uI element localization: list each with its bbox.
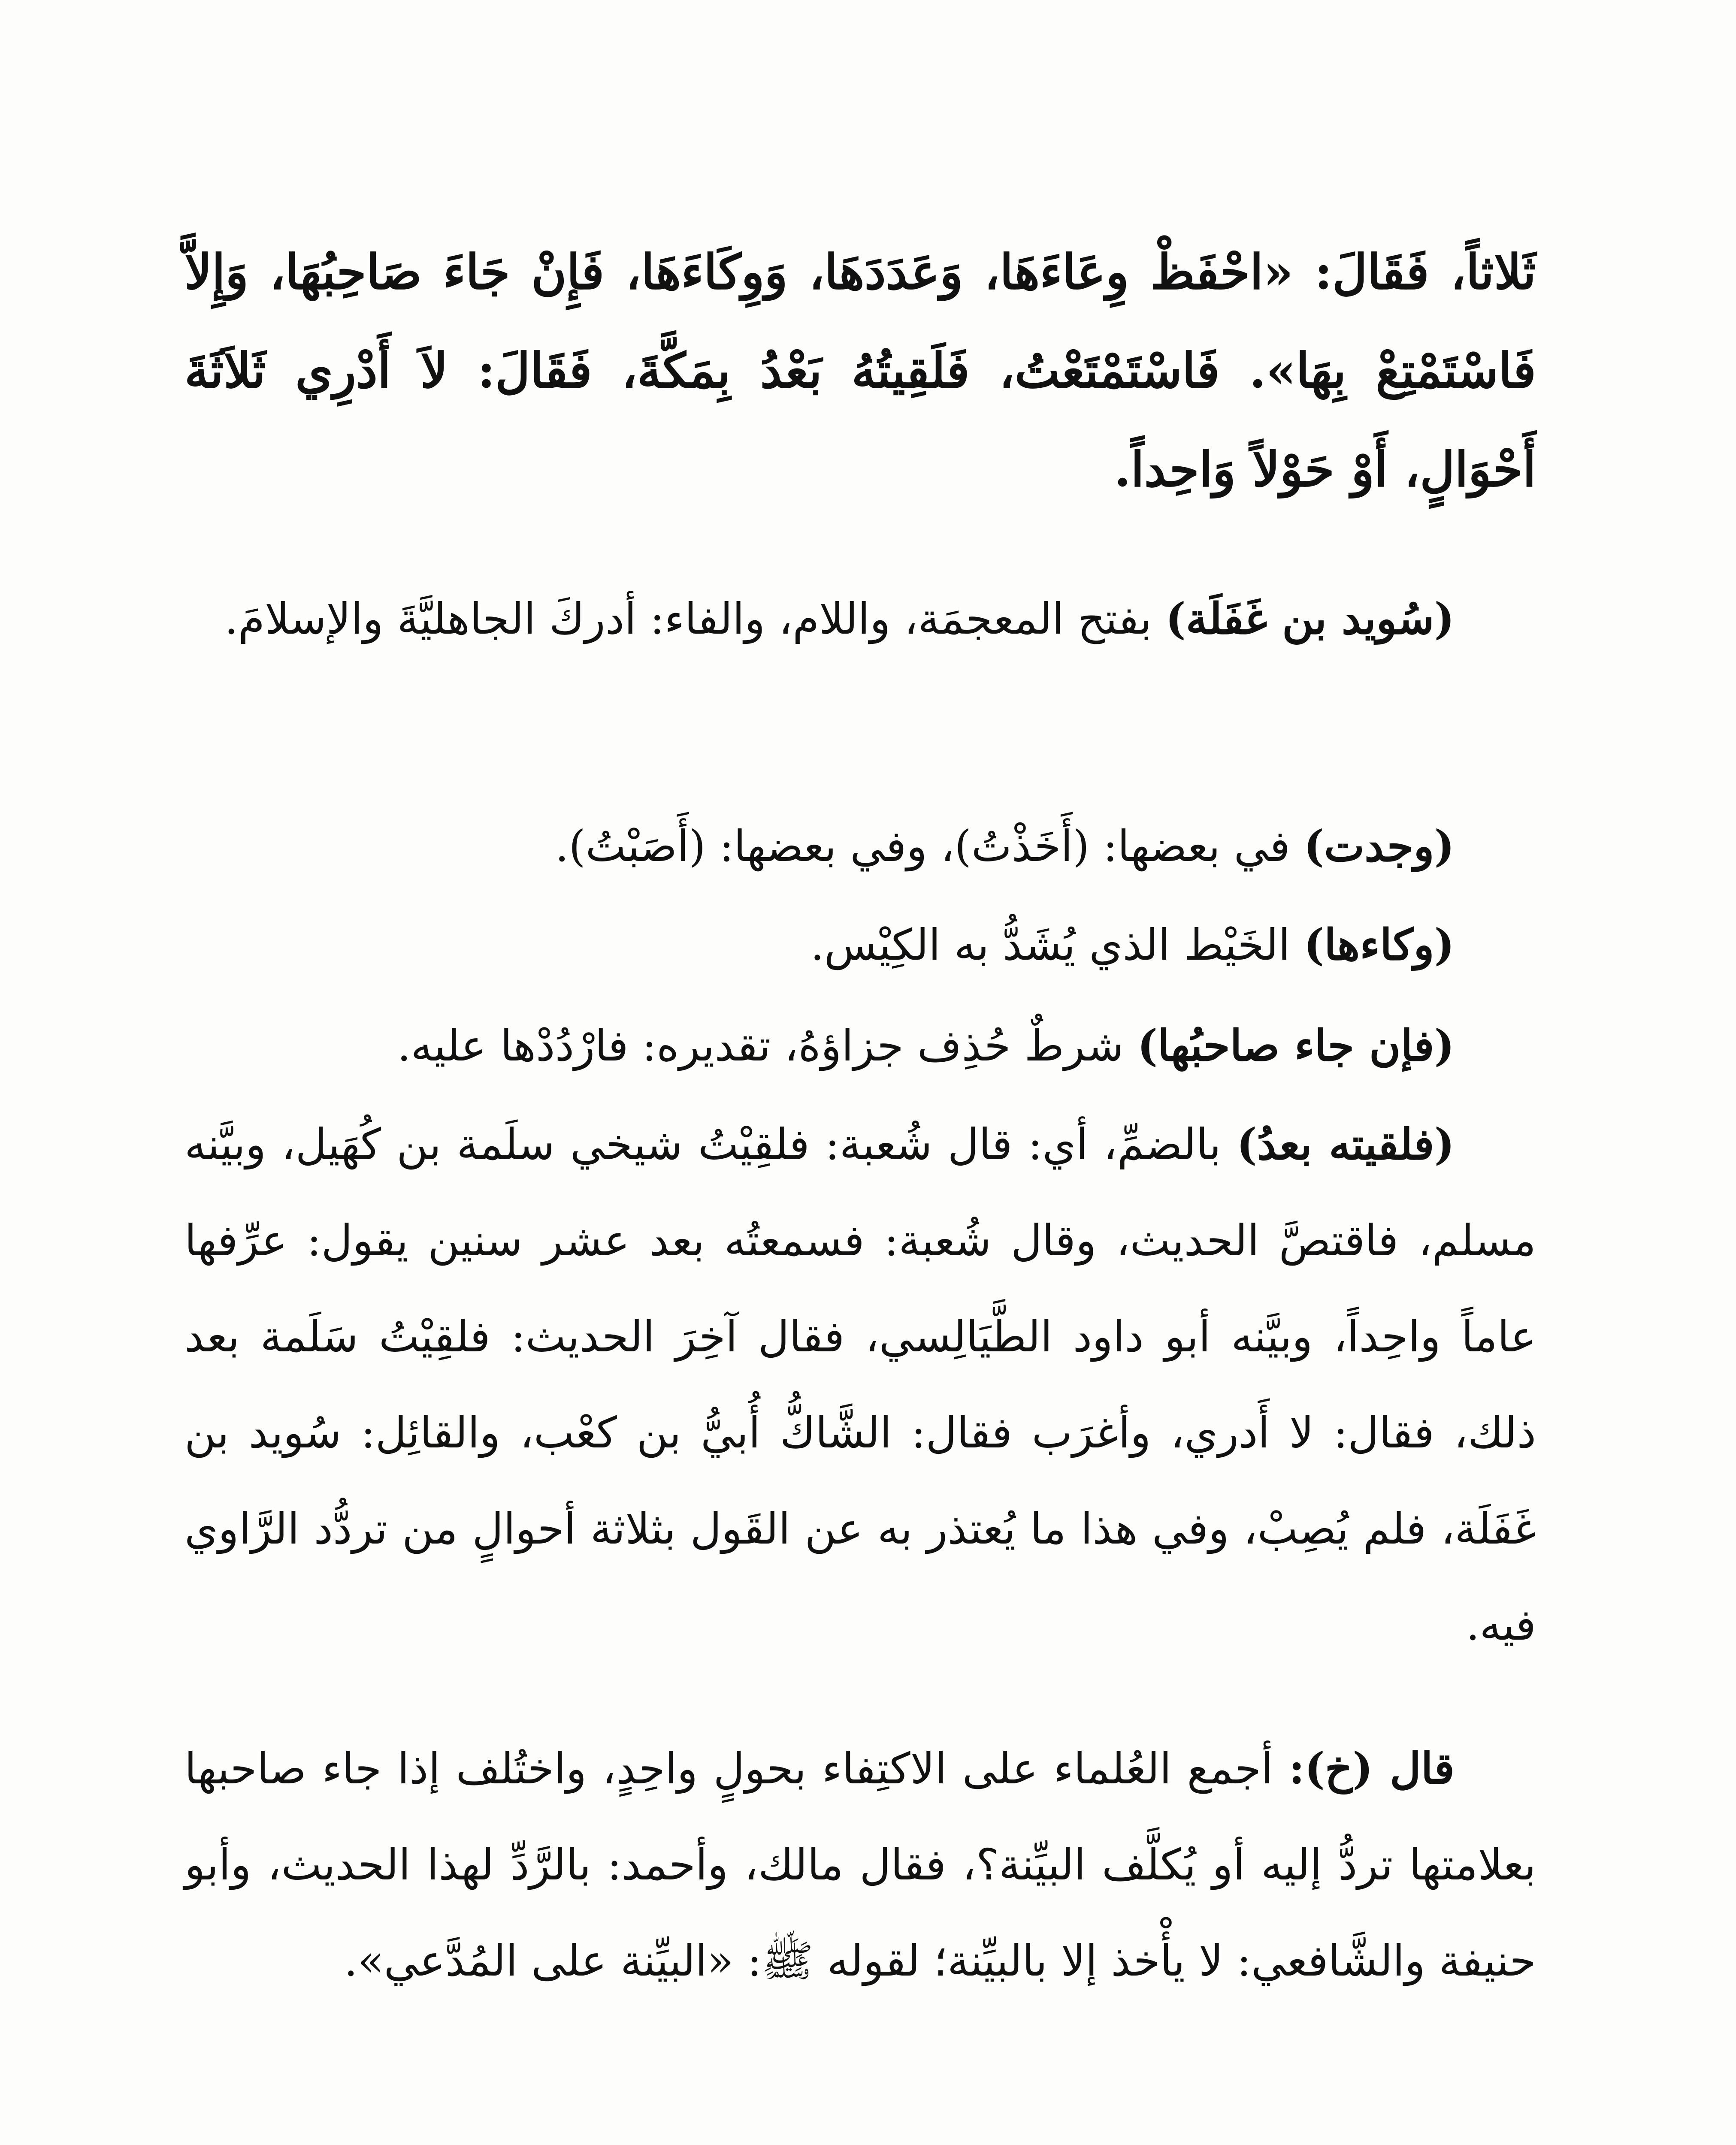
commentary-body: الخَيْط الذي يُشَدُّ به الكِيْس. (811, 920, 1304, 970)
commentary-entry (184, 997, 1536, 1094)
commentary-body: في بعضها: (أَخَذْتُ)، وفي بعضها: (أَصَبْتُ). (555, 821, 1304, 871)
commentary-lemma: (فإن جاء صاحبُها) (1137, 1020, 1455, 1071)
commentary-lemma: (وكاءها) (1304, 919, 1455, 970)
commentary-paragraph (184, 1096, 1536, 1673)
commentary-lemma: قال (خ): (1288, 1743, 1455, 1794)
commentary-paragraph (184, 897, 1536, 993)
commentary-body: أجمع العُلماء على الاكتِفاء بحولٍ واحِدٍ، واختُلف إذا جاء صاحبها بعلامتها تردُّ إليه أو يُكلَّف البيِّنة؟، فقال مالك، وأحمد: بالرَّدِّ لهذا الحديث، وأبو حنيفة والشَّافعي: لا يأْخذ إلا بالبيِّنة؛ لقوله ﷺ: «البيِّنة على المُدَّعي». (184, 1743, 1536, 1986)
commentary-paragraph (184, 571, 1536, 667)
commentary-paragraph (184, 997, 1536, 1094)
commentary-entry (184, 897, 1536, 993)
commentary-entry (184, 798, 1536, 894)
commentary-body: بالضمِّ، أي: قال شُعبة: فلقِيْتُ شيخي سلَمة بن كُهَيل، وبيَّنه مسلم، فاقتصَّ الحديث، وقال شُعبة: فسمعتُه بعد عشر سنين يقول: عرِّفها عاماً واحِداً، وبيَّنه أبو داود الطَّيَالِسي، فقال آخِرَ الحديث: فلقِيْتُ سَلَمة بعد ذلك، فقال: لا أَدري، وأغرَب فقال: الشَّاكُّ أُبيُّ بن كعْب، والقائِل: سُويد بن غَفَلَة، فلم يُصِبْ، وفي هذا ما يُعتذر به عن القَول بثلاثة أحوالٍ من تردُّد الرَّاوي فيه. (184, 1119, 1536, 1650)
hadith-paragraph: ثَلاثاً، فَقَالَ: «احْفَظْ وِعَاءَهَا، وَعَدَدَهَا، وَوِكَاءَهَا، فَإِنْ جَاءَ صَاحِبُهَا، وَإِلاَّ فَاسْتَمْتِعْ بِهَا». فَاسْتَمْتَعْتُ، فَلَقِيتُهُ بَعْدُ بِمَكَّةَ، فَقَالَ: لاَ أَدْرِي ثَلاَثَةَ أَحْوَالٍ، أَوْ حَوْلاً وَاحِداً. (184, 244, 1536, 498)
commentary-lemma: (فلقيته بعدُ) (1237, 1119, 1455, 1169)
commentary-entry (184, 1096, 1536, 1673)
commentary-lemma: (وجدت) (1304, 821, 1455, 871)
commentary-body: بفتح المعجمَة، واللام، والفاء: أدركَ الجاهليَّةَ والإسلامَ. (224, 594, 1166, 644)
commentary-lemma: (سُويد بن غَفَلَة) (1165, 593, 1455, 644)
commentary-paragraph (184, 1720, 1536, 2009)
commentary-body: شرطٌ حُذِف جزاؤهُ، تقديره: فارْدُدْها عليه. (397, 1021, 1137, 1071)
commentary-paragraph (184, 798, 1536, 894)
commentary-entry (184, 1720, 1536, 2009)
hadith-text (184, 223, 1536, 519)
commentary-entry (184, 571, 1536, 667)
